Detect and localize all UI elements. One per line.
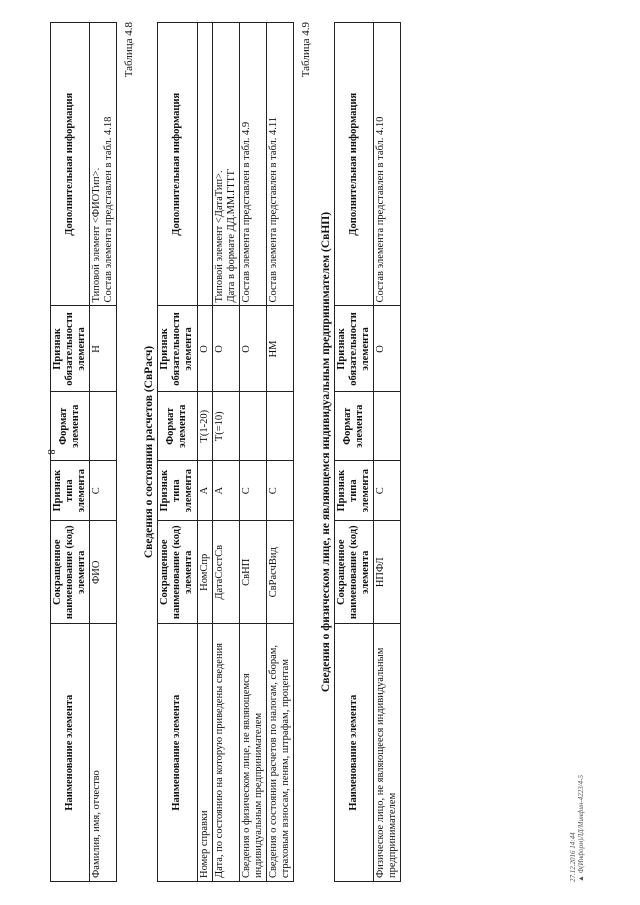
table-header-row bbox=[158, 23, 197, 882]
cell-type: С bbox=[239, 461, 266, 521]
cell-code: СвРасчВид bbox=[266, 521, 293, 624]
header-required: Признак обязательности элемента bbox=[334, 306, 373, 392]
cell-info bbox=[197, 23, 212, 307]
cell-name: Сведения о состоянии расчетов по налогам, сборам, страховым взносам, пеням, штрафам, процентам bbox=[266, 624, 293, 882]
cell-code: СвНП bbox=[239, 521, 266, 624]
table-row bbox=[90, 23, 117, 882]
header-name: Наименование элемента bbox=[158, 624, 197, 882]
document-stamp bbox=[570, 775, 585, 882]
cell-type: С bbox=[90, 461, 117, 521]
header-code: Сокращенное наименование (код) элемента bbox=[158, 521, 197, 624]
cell-name: Номер справки bbox=[197, 624, 212, 882]
table-fio bbox=[50, 22, 117, 882]
table-row bbox=[239, 23, 266, 882]
cell-required: НМ bbox=[266, 306, 293, 392]
table-caption: Таблица 4.9 bbox=[299, 22, 312, 78]
cell-info-line: Состав элемента представлен в табл. 4.18 bbox=[103, 116, 115, 303]
cell-info-line: Состав элемента представлен в табл. 4.9 bbox=[240, 121, 252, 303]
cell-code: ФИО bbox=[90, 521, 117, 624]
rotated-document bbox=[50, 22, 590, 882]
table-svnp bbox=[334, 22, 401, 882]
header-code: Сокращенное наименование (код) элемента bbox=[334, 521, 373, 624]
table-row bbox=[266, 23, 293, 882]
cell-required: О bbox=[239, 306, 266, 392]
header-info: Дополнительная информация bbox=[51, 23, 90, 307]
cell-type: С bbox=[266, 461, 293, 521]
header-info: Дополнительная информация bbox=[158, 23, 197, 307]
cell-format: T(=10) bbox=[212, 392, 239, 461]
header-type: Признак типа элемента bbox=[158, 461, 197, 521]
header-info: Дополнительная информация bbox=[334, 23, 373, 307]
table-svrasch bbox=[157, 22, 294, 882]
cell-format bbox=[374, 392, 401, 461]
cell-required: О bbox=[197, 306, 212, 392]
table-row bbox=[212, 23, 239, 882]
cell-info bbox=[212, 23, 239, 307]
cell-name: Сведения о физическом лице, не являющемся индивидуальным предпринимателем bbox=[239, 624, 266, 882]
header-format: Формат элемента bbox=[158, 392, 197, 461]
header-required: Признак обязательности элемента bbox=[158, 306, 197, 392]
table-title: Сведения о состоянии расчетов (СвРасч) bbox=[143, 345, 156, 559]
cell-type: А bbox=[197, 461, 212, 521]
cell-required: О bbox=[374, 306, 401, 392]
cell-name: Фамилия, имя, отчество bbox=[90, 624, 117, 882]
table-row bbox=[197, 23, 212, 882]
header-code: Сокращенное наименование (код) элемента bbox=[51, 521, 90, 624]
cell-format: T(1-20) bbox=[197, 392, 212, 461]
stamp-line: ▲ Ф(Информ)ЛД/Минфин-4223/4-5 bbox=[576, 775, 585, 882]
cell-required: О bbox=[212, 306, 239, 392]
stamp-line: 27.12.2016 14:44 bbox=[569, 832, 577, 882]
table-header-row bbox=[51, 23, 90, 882]
table-row bbox=[374, 23, 401, 882]
cell-info bbox=[266, 23, 293, 307]
cell-code: НПФЛ bbox=[374, 521, 401, 624]
cell-required: Н bbox=[90, 306, 117, 392]
header-format: Формат элемента bbox=[51, 392, 90, 461]
cell-name: Дата, по состоянию на которую приведены сведения bbox=[212, 624, 239, 882]
cell-type: А bbox=[212, 461, 239, 521]
cell-info bbox=[374, 23, 401, 307]
cell-info bbox=[239, 23, 266, 307]
cell-info-line: Состав элемента представлен в табл. 4.11 bbox=[267, 116, 279, 303]
cell-info-line: Типовой элемент <ФИОТип>. bbox=[91, 167, 103, 303]
table-caption: Таблица 4.8 bbox=[123, 22, 136, 78]
cell-format bbox=[90, 392, 117, 461]
cell-info-line: Дата в формате ДД.ММ.ГГГГ bbox=[225, 168, 237, 303]
table-header-row bbox=[334, 23, 373, 882]
header-format: Формат элемента bbox=[334, 392, 373, 461]
cell-type: С bbox=[374, 461, 401, 521]
table-title: Сведения о физическом лице, не являющемся индивидуальным предпринимателем (СвНП) bbox=[319, 211, 332, 693]
header-type: Признак типа элемента bbox=[334, 461, 373, 521]
cell-code: ДатаСостСв bbox=[212, 521, 239, 624]
cell-format bbox=[266, 392, 293, 461]
cell-name: Физическое лицо, не являющееся индивидуальным предпринимателем bbox=[374, 624, 401, 882]
header-required: Признак обязательности элемента bbox=[51, 306, 90, 392]
header-name: Наименование элемента bbox=[51, 624, 90, 882]
cell-info bbox=[90, 23, 117, 307]
cell-format bbox=[239, 392, 266, 461]
cell-code: НомСпр bbox=[197, 521, 212, 624]
header-type: Признак типа элемента bbox=[51, 461, 90, 521]
cell-info-line: Состав элемента представлен в табл. 4.10 bbox=[375, 116, 387, 303]
header-name: Наименование элемента bbox=[334, 624, 373, 882]
cell-info-line: Типовой элемент <ДатаТип>. bbox=[213, 170, 225, 303]
page-number: 8 bbox=[44, 449, 57, 455]
